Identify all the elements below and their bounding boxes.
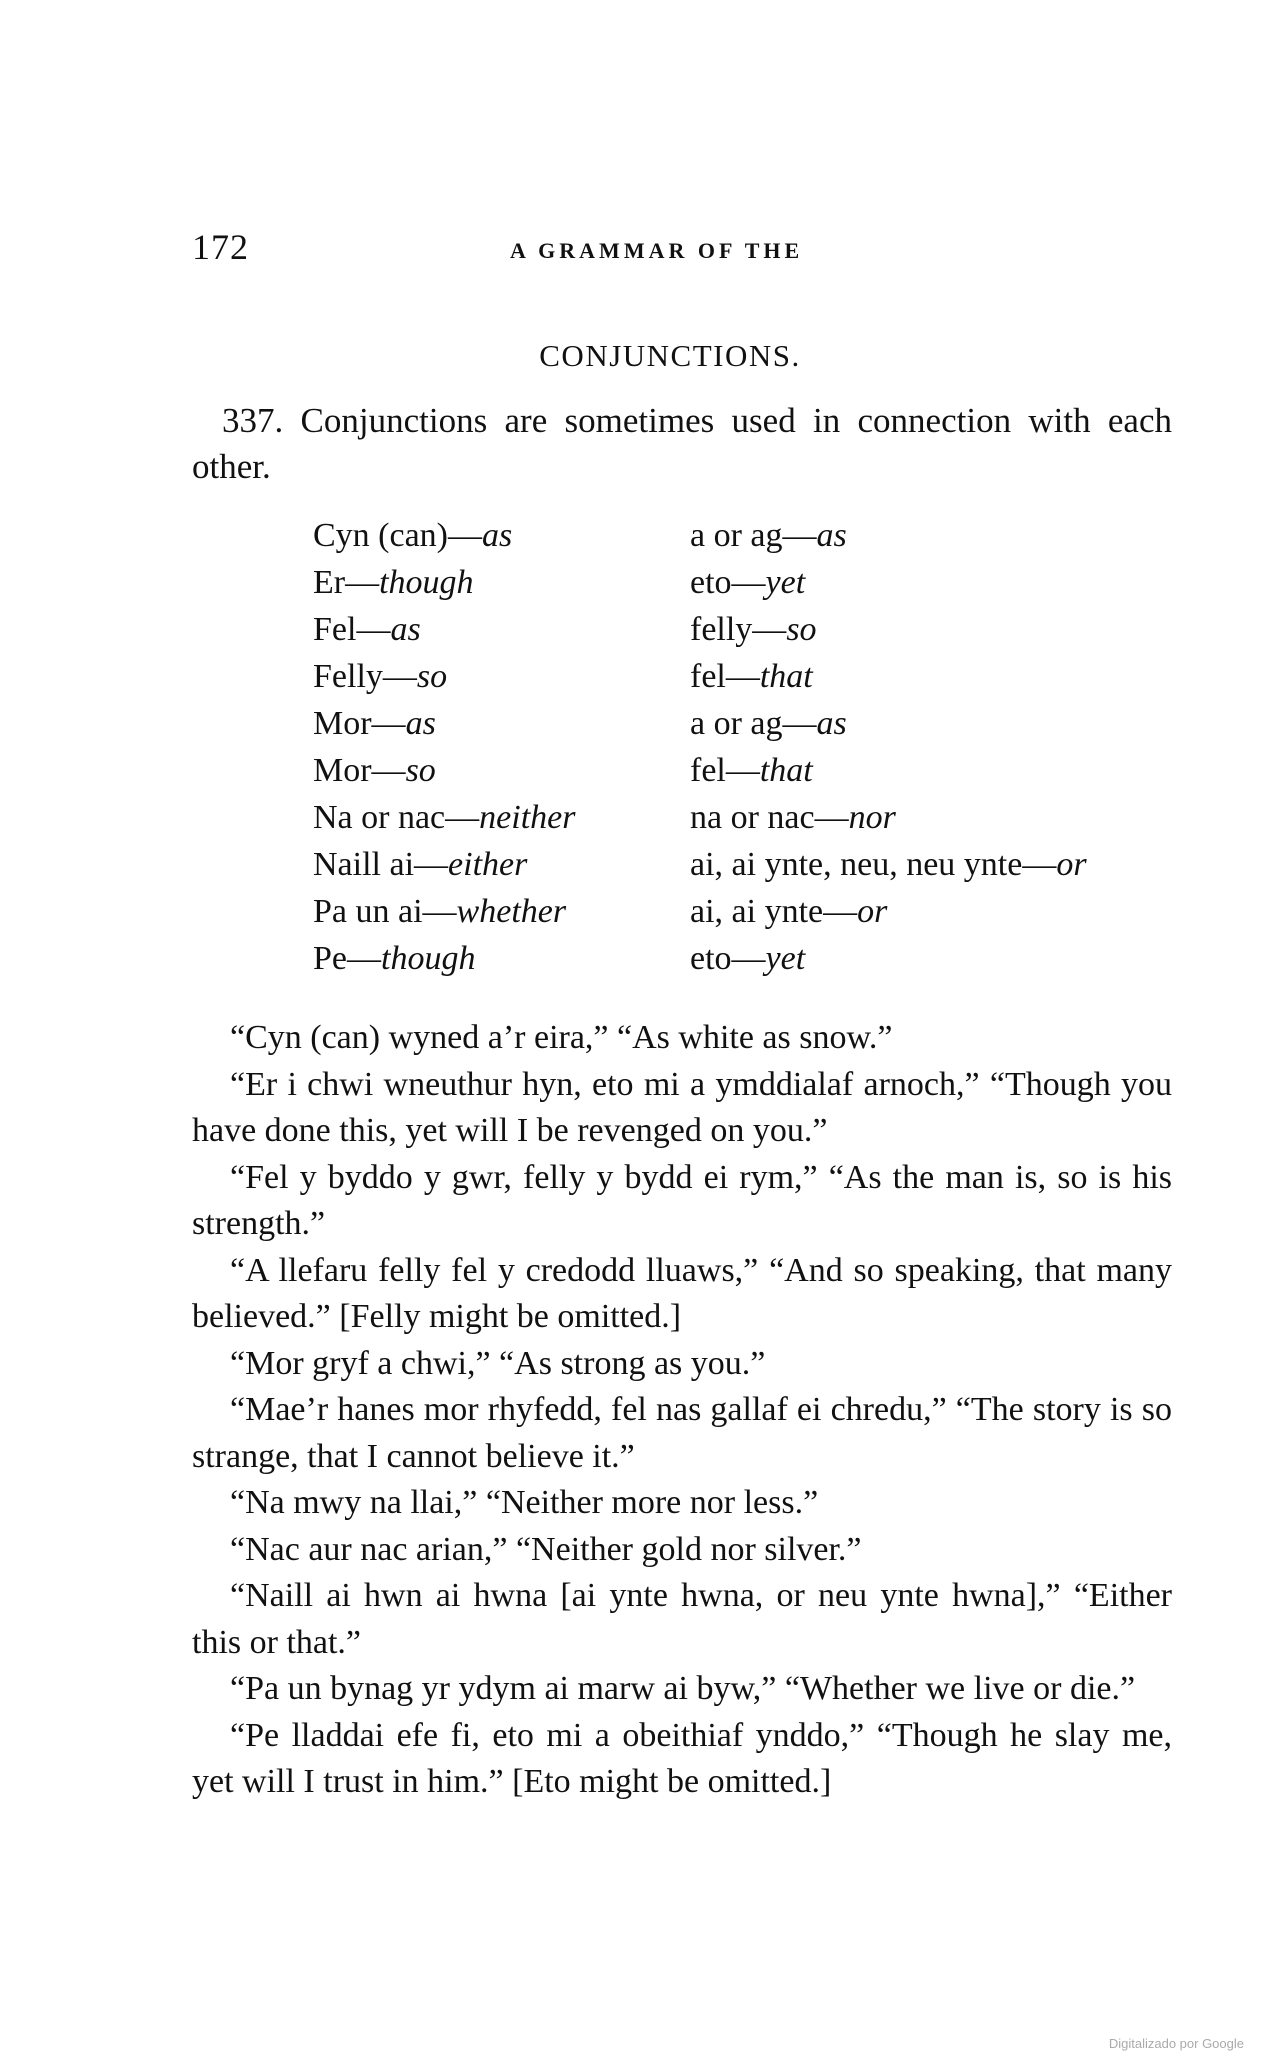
left-welsh: Er— — [313, 564, 380, 601]
conjunction-right — [690, 559, 805, 606]
conjunction-left — [313, 559, 474, 606]
example-mor-as: “Mor gryf a chwi,” “As strong as you.” — [230, 1344, 766, 1382]
right-welsh: eto— — [690, 564, 766, 601]
example-mor-so: “Mae’r hanes mor rhyfedd, fel nas gallaf ei chredu,” “The story is so strange, that I cannot believe it.” — [192, 1391, 1172, 1475]
conjunction-right — [690, 512, 847, 559]
left-welsh: Na or nac— — [313, 799, 480, 836]
example-naill-ai: “Naill ai hwn ai hwna [ai ynte hwna, or neu ynte hwna],” “Either this or that.” — [192, 1577, 1172, 1661]
left-english: though — [381, 940, 476, 977]
left-welsh: Mor— — [313, 705, 406, 742]
conjunction-right — [690, 794, 896, 841]
conjunction-left — [313, 935, 475, 982]
right-english: or — [1056, 846, 1087, 883]
conjunction-right — [690, 747, 813, 794]
left-welsh: Felly— — [313, 658, 417, 695]
conjunction-right — [690, 841, 1087, 888]
paragraph-337: 337. Conjunctions are sometimes used in connection with each other. — [192, 401, 1172, 486]
right-english: yet — [765, 940, 806, 977]
right-welsh: fel— — [690, 658, 760, 695]
conjunction-left — [313, 606, 421, 653]
right-english: so — [786, 611, 817, 648]
left-welsh: Mor— — [313, 752, 406, 789]
conjunction-right — [690, 653, 813, 700]
left-english: whether — [456, 893, 567, 930]
left-english: so — [416, 658, 448, 695]
right-english: yet — [765, 564, 806, 601]
example-felly-fel: “A llefaru felly fel y credodd lluaws,” “And so speaking, that many believed.” [Felly might be omitted.] — [192, 1251, 1172, 1335]
running-head: A GRAMMAR OF THE — [510, 238, 804, 263]
right-welsh: eto— — [690, 940, 766, 977]
left-english: neither — [479, 799, 576, 836]
conjunction-left — [313, 700, 436, 747]
conjunction-left — [313, 653, 447, 700]
left-english: as — [482, 517, 513, 554]
right-english: that — [759, 752, 813, 789]
right-welsh: ai, ai ynte— — [690, 893, 858, 930]
right-welsh: a or ag— — [690, 705, 817, 742]
left-welsh: Pe— — [313, 940, 381, 977]
example-cyn: “Cyn (can) wyned a’r eira,” “As white as snow.” — [230, 1019, 893, 1056]
example-na: “Na mwy na llai,” “Neither more nor less.” — [230, 1484, 819, 1521]
right-english: nor — [848, 799, 896, 836]
right-welsh: na or nac— — [690, 799, 849, 836]
right-welsh: a or ag— — [690, 517, 817, 554]
left-english: so — [405, 752, 436, 789]
example-pa-un: “Pa un bynag yr ydym ai marw ai byw,” “Whether we live or die.” — [230, 1670, 1136, 1707]
conjunction-left — [313, 841, 527, 888]
right-english: that — [759, 658, 813, 695]
example-fel: “Fel y byddo y gwr, felly y bydd ei rym,” “As the man is, so is his strength.” — [192, 1158, 1172, 1242]
right-welsh: fel— — [690, 752, 760, 789]
digitization-watermark: Digitalizado por Google — [1108, 2036, 1244, 2051]
example-nac: “Nac aur nac arian,” “Neither gold nor silver.” — [230, 1530, 862, 1568]
left-english: as — [405, 705, 436, 742]
left-welsh: Pa un ai— — [313, 893, 457, 930]
right-english: as — [816, 705, 847, 742]
left-english: though — [379, 564, 474, 601]
example-pe: “Pe lladdai efe fi, eto mi a obeithiaf ynddo,” “Though he slay me, yet will I trust in him.” [Eto might be omitted.] — [192, 1716, 1172, 1800]
left-welsh: Fel— — [313, 611, 391, 648]
left-welsh: Cyn (can)— — [313, 517, 483, 554]
conjunction-right — [690, 888, 887, 935]
page-number: 172 — [192, 227, 249, 267]
left-english: either — [448, 846, 528, 883]
conjunction-left — [313, 794, 575, 841]
left-welsh: Naill ai— — [313, 846, 449, 883]
right-welsh: felly— — [690, 611, 787, 648]
right-welsh: ai, ai ynte, neu, neu ynte— — [690, 846, 1057, 883]
example-er: “Er i chwi wneuthur hyn, eto mi a ymddialaf arnoch,” “Though you have done this, yet will I be revenged on you.” — [192, 1065, 1172, 1149]
left-english: as — [390, 611, 421, 648]
example-list — [192, 1015, 1172, 1806]
conjunction-left — [313, 747, 436, 794]
conjunction-left — [313, 888, 566, 935]
right-english: or — [857, 893, 888, 930]
conjunction-right — [690, 935, 805, 982]
right-english: as — [816, 517, 847, 554]
conjunction-right — [690, 700, 847, 747]
section-title: CONJUNCTIONS. — [539, 338, 801, 373]
conjunction-right — [690, 606, 817, 653]
conjunction-left — [313, 512, 512, 559]
